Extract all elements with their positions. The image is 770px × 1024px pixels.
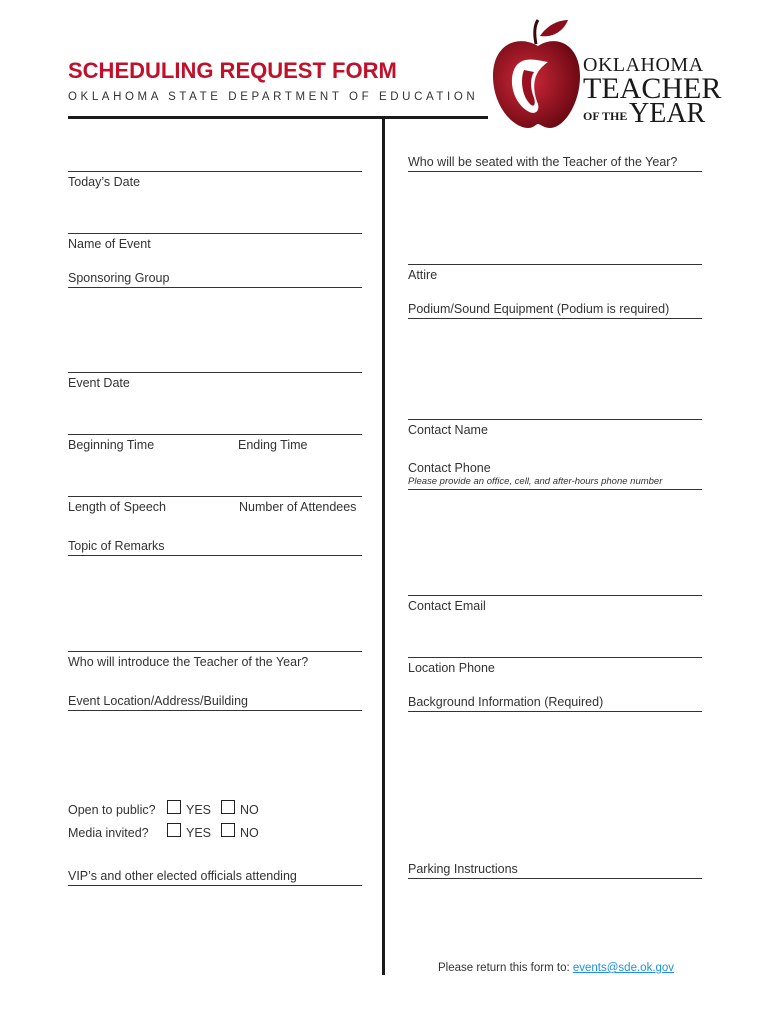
beginning-time-label: Beginning Time (68, 438, 155, 452)
logo-text-oklahoma: OKLAHOMA (583, 54, 704, 76)
background-info-field[interactable] (408, 711, 702, 712)
column-divider (382, 119, 385, 975)
speech-attendees-field[interactable] (68, 496, 362, 497)
ending-time-label: Ending Time (238, 438, 308, 452)
open-public-yes-label: YES (186, 803, 212, 817)
event-date-field[interactable] (68, 372, 362, 373)
media-invited-yes-label: YES (186, 826, 212, 840)
contact-email-label: Contact Email (408, 599, 486, 613)
todays-date-label: Today’s Date (68, 175, 141, 189)
media-invited-no-label: NO (240, 826, 259, 840)
oklahoma-teacher-of-the-year-logo (488, 16, 722, 134)
media-invited-no-checkbox[interactable] (221, 823, 235, 837)
logo-text-year: YEAR (629, 98, 706, 129)
length-of-speech-label: Length of Speech (68, 500, 166, 514)
location-phone-field[interactable] (408, 657, 702, 658)
contact-email-field[interactable] (408, 595, 702, 596)
event-location-field[interactable] (68, 710, 362, 711)
form-subtitle: OKLAHOMA STATE DEPARTMENT OF EDUCATION (68, 91, 479, 103)
topic-of-remarks-label: Topic of Remarks (68, 539, 165, 553)
podium-field[interactable] (408, 318, 702, 319)
event-name-field[interactable] (68, 233, 362, 234)
parking-label: Parking Instructions (408, 862, 518, 876)
event-date-label: Event Date (68, 376, 130, 390)
return-instructions (438, 962, 674, 974)
topic-of-remarks-field[interactable] (68, 555, 362, 556)
event-location-label: Event Location/Address/Building (68, 694, 248, 708)
sponsoring-group-label: Sponsoring Group (68, 271, 170, 285)
attire-field[interactable] (408, 264, 702, 265)
background-info-label: Background Information (Required) (408, 695, 604, 709)
attire-label: Attire (408, 268, 438, 282)
vips-field[interactable] (68, 885, 362, 886)
vips-label: VIP’s and other elected officials attending (68, 869, 297, 883)
contact-name-label: Contact Name (408, 423, 488, 437)
contact-name-field[interactable] (408, 419, 702, 420)
form-title: SCHEDULING REQUEST FORM (68, 58, 397, 83)
open-public-no-checkbox[interactable] (221, 800, 235, 814)
logo-text-teacher: TEACHER (583, 72, 722, 105)
apple-icon (488, 16, 583, 134)
introducer-field[interactable] (68, 651, 362, 652)
number-of-attendees-label: Number of Attendees (239, 500, 357, 514)
media-invited-label: Media invited? (68, 826, 149, 840)
seated-with-field[interactable] (408, 171, 702, 172)
sponsoring-group-field[interactable] (68, 287, 362, 288)
return-instructions-text: Please return this form to: (438, 962, 573, 974)
contact-phone-label: Contact Phone (408, 461, 491, 475)
return-email-link[interactable]: events@sde.ok.gov (572, 962, 675, 974)
logo-text-of-the: OF THE (583, 109, 628, 123)
open-public-no-label: NO (240, 803, 259, 817)
header-divider (68, 116, 488, 119)
podium-label: Podium/Sound Equipment (Podium is required) (408, 302, 670, 316)
open-to-public-label: Open to public? (68, 803, 156, 817)
event-name-label: Name of Event (68, 237, 151, 251)
open-public-yes-checkbox[interactable] (167, 800, 181, 814)
contact-phone-field[interactable] (408, 489, 702, 490)
parking-field[interactable] (408, 878, 702, 879)
todays-date-field[interactable] (68, 171, 362, 172)
contact-phone-note: Please provide an office, cell, and after-hours phone number (408, 476, 663, 487)
media-invited-yes-checkbox[interactable] (167, 823, 181, 837)
time-field[interactable] (68, 434, 362, 435)
location-phone-label: Location Phone (408, 661, 495, 675)
seated-with-label: Who will be seated with the Teacher of the Year? (408, 155, 678, 169)
introducer-label: Who will introduce the Teacher of the Year? (68, 655, 309, 669)
